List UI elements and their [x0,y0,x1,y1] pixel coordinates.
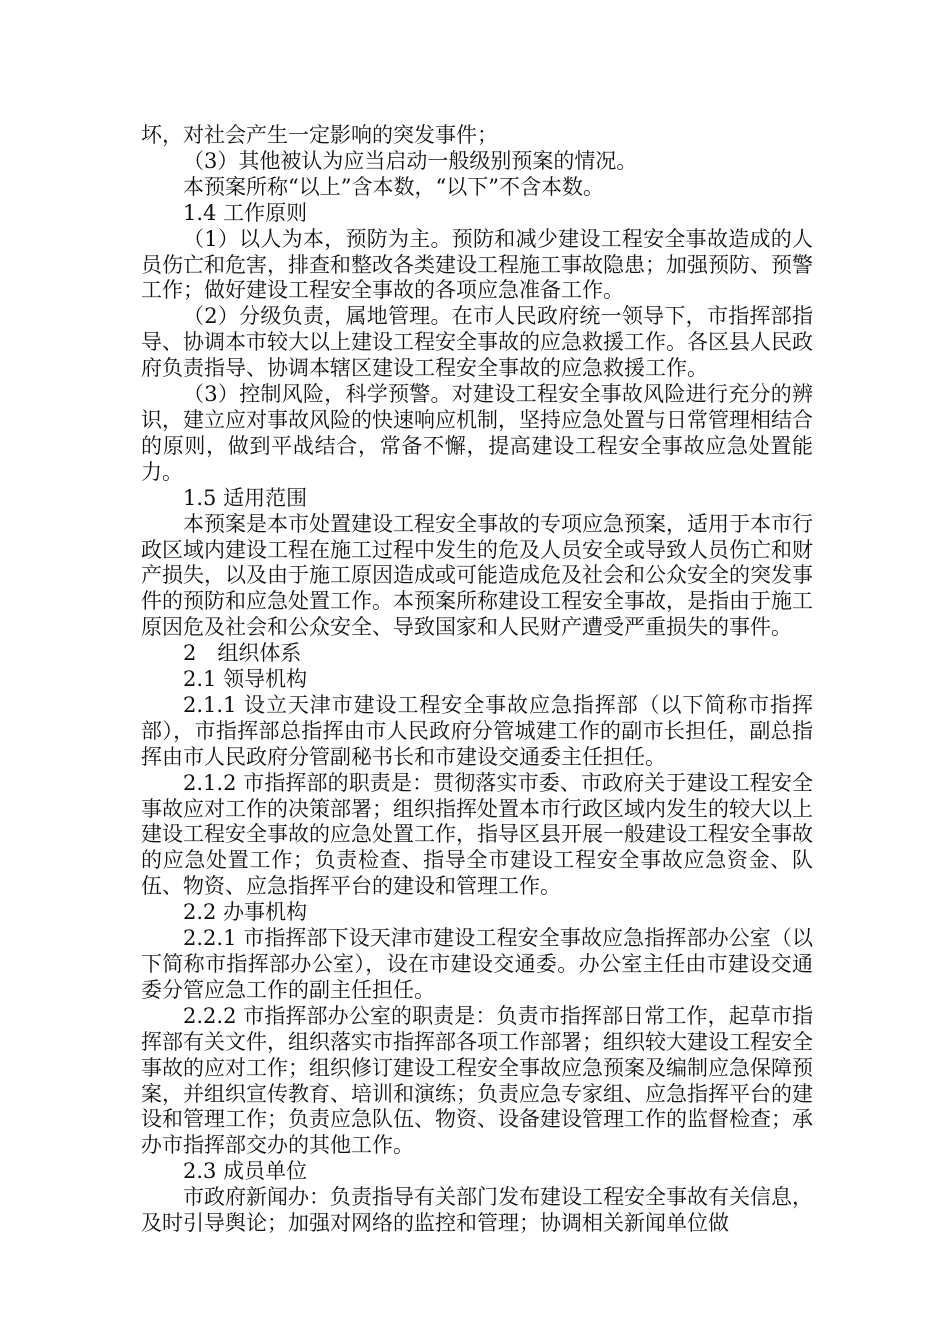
paragraph-2-2-1: 2.2.1 市指挥部下设天津市建设工程安全事故应急指挥部办公室（以下简称市指挥部办公室），设在市建设交通委。办公室主任由市建设交通委分管应急工作的副主任担任。 [141,926,813,1002]
paragraph-2-1-2: 2.1.2 市指挥部的职责是：贯彻落实市委、市政府关于建设工程安全事故应对工作的决策部署；组织指挥处置本市行政区域内发生的较大以上建设工程安全事故的应急处置工作，指导区县开展一般建设工程安全事故的应急处置工作；负责检查、指导全市建设工程安全事故应急资金、队伍、物资、应急指挥平台的建设和管理工作。 [141,770,813,899]
section-heading-1-4: 1.4 工作原则 [183,200,308,225]
paragraph-2-1-1: 2.1.1 设立天津市建设工程安全事故应急指挥部（以下简称市指挥部），市指挥部总指挥由市人民政府分管城建工作的副市长担任，副总指挥由市人民政府分管副秘书长和市建设交通委主任担任。 [141,692,813,769]
paragraph-principle-2: （2）分级负责，属地管理。在市人民政府统一领导下，市指挥部指导、协调本市较大以上建设工程安全事故的应急救援工作。各区县人民政府负责指导、协调本辖区建设工程安全事故的应急救援工作。 [141,304,813,381]
section-heading-2: 2 组织体系 [183,641,302,666]
section-heading-2-2: 2.2 办事机构 [183,900,308,925]
paragraph-2-2-2: 2.2.2 市指挥部办公室的职责是：负责市指挥部日常工作，起草市指挥部有关文件，组织落实市指挥部各项工作部署；组织较大建设工程安全事故的应对工作；组织修订建设工程安全事故应急预案及编制应急保障预案，并组织宣传教育、培训和演练；负责应急专家组、应急指挥平台的建设和管理工作；负责应急队伍、物资、设备建设管理工作的监督检查；承办市指挥部交办的其他工作。 [141,1003,813,1158]
paragraph-principle-1: （1）以人为本，预防为主。预防和减少建设工程安全事故造成的人员伤亡和危害，排查和整改各类建设工程施工事故隐患；加强预防、预警工作；做好建设工程安全事故的各项应急准备工作。 [141,226,813,303]
paragraph-item-3: （3）其他被认为应当启动一般级别预案的情况。 [183,148,638,173]
section-heading-2-1: 2.1 领导机构 [183,667,308,692]
paragraph-scope: 本预案是本市处置建设工程安全事故的专项应急预案，适用于本市行政区域内建设工程在施工过程中发生的危及人员安全或导致人员伤亡和财产损失，以及由于施工原因造成或可能造成危及社会和公众安全的突发事件的预防和应急处置工作。本预案所称建设工程安全事故，是指由于施工原因危及社会和公众安全、导致国家和人民财产遭受严重损失的事件。 [141,511,813,640]
paragraph-news-office: 市政府新闻办：负责指导有关部门发布建设工程安全事故有关信息，及时引导舆论；加强对网络的监控和管理；协调相关新闻单位做 [141,1185,813,1236]
paragraph-definition-note: 本预案所称“以上”含本数，“以下”不含本数。 [183,174,604,199]
document-body [141,123,813,1237]
paragraph-continuation: 坏，对社会产生一定影响的突发事件； [141,123,498,147]
paragraph-principle-3: （3）控制风险，科学预警。对建设工程安全事故风险进行充分的辨识，建立应对事故风险的快速响应机制，坚持应急处置与日常管理相结合的原则，做到平战结合，常备不懈，提高建设工程安全事故应急处置能力。 [141,382,813,484]
section-heading-1-5: 1.5 适用范围 [183,485,308,510]
section-heading-2-3: 2.3 成员单位 [183,1159,308,1184]
